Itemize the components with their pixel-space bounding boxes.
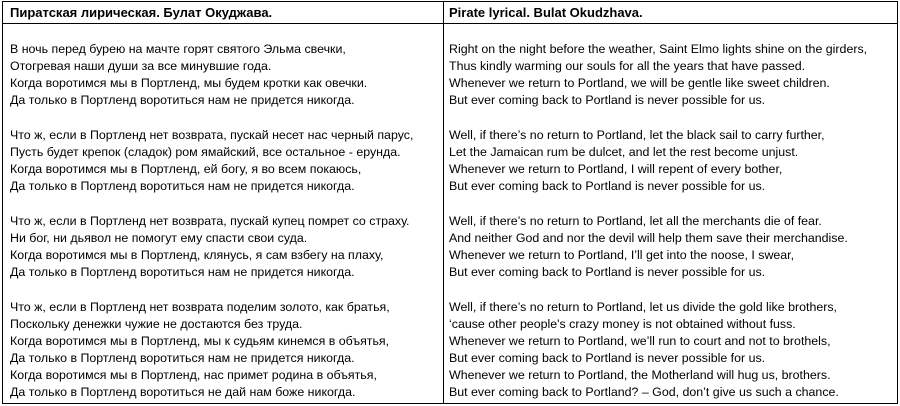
- russian-line: Да только в Портленд воротиться нам не придется никогда.: [10, 265, 355, 279]
- english-line: Let the Jamaican rum be dulcet, and let the rest become unjust.: [449, 145, 799, 159]
- russian-line: Когда воротимся мы в Портленд, мы будем кротки как овечки.: [10, 76, 368, 90]
- translation-table: [2, 1, 898, 404]
- russian-line: Отогревая наши души за все минувшие года.: [10, 59, 272, 73]
- russian-line: Да только в Портленд воротиться нам не придется никогда.: [10, 351, 355, 365]
- russian-line: Когда воротимся мы в Портленд, нас примет родина в объятья,: [10, 368, 377, 382]
- english-line: But ever coming back to Portland is never possible for us.: [449, 179, 766, 193]
- russian-line: Когда воротимся мы в Портленд, клянусь, я сам взбегу на плаху,: [10, 248, 384, 262]
- russian-line: Когда воротимся мы в Портленд, мы к судьям кинемся в объятья,: [10, 334, 390, 348]
- russian-line: Пусть будет крепок (сладок) ром ямайский, все остальное - ерунда.: [10, 145, 401, 159]
- english-title: Pirate lyrical. Bulat Okudzhava.: [449, 5, 643, 20]
- russian-line: Что ж, если в Портленд нет возврата поделим золото, как братья,: [10, 300, 390, 314]
- english-line: Well, if there’s no return to Portland, let the black sail to carry further,: [449, 128, 825, 142]
- russian-line: Ни бог, ни дьявол не помогут ему спасти свои суда.: [10, 231, 308, 245]
- russian-line: Да только в Портленд воротиться нам не придется никогда.: [10, 179, 355, 193]
- english-line: But ever coming back to Portland is never possible for us.: [449, 265, 766, 279]
- english-line: And neither God and nor the devil will help them save their merchandise.: [449, 231, 848, 245]
- english-line: Right on the night before the weather, Saint Elmo lights shine on the girders,: [449, 42, 868, 56]
- english-line: Well, if there’s no return to Portland, let all the merchants die of fear.: [449, 214, 822, 228]
- english-line: Thus kindly warming our souls for all the years that have passed.: [449, 59, 806, 73]
- russian-line: Поскольку денежки чужие не достаются без труда.: [10, 317, 303, 331]
- russian-line: Когда воротимся мы в Портленд, ей богу, я во всем покаюсь,: [10, 162, 362, 176]
- russian-column: [3, 2, 444, 403]
- english-line: Whenever we return to Portland, the Motherland will hug us, brothers.: [449, 368, 831, 382]
- russian-line: Что ж, если в Портленд нет возврата, пускай купец помрет со страху.: [10, 214, 410, 228]
- english-line: But ever coming back to Portland? – God, don’t give us such a chance.: [449, 385, 839, 399]
- english-line: But ever coming back to Portland is never possible for us.: [449, 351, 766, 365]
- english-line: Whenever we return to Portland, I will repent of every bother,: [449, 162, 783, 176]
- russian-line: Да только в Портленд воротиться не дай нам боже никогда.: [10, 385, 356, 399]
- russian-line: Да только в Портленд воротиться нам не придется никогда.: [10, 93, 355, 107]
- english-line: Whenever we return to Portland, I’ll get into the noose, I swear,: [449, 248, 795, 262]
- english-line: Well, if there’s no return to Portland, let us divide the gold like brothers,: [449, 300, 837, 314]
- header-divider: [3, 23, 443, 24]
- english-line: Whenever we return to Portland, we will be gentle like sweet children.: [449, 76, 830, 90]
- english-column: [444, 2, 897, 403]
- english-line: ‘cause other people's crazy money is not obtained without fuss.: [449, 317, 796, 331]
- russian-line: Что ж, если в Портленд нет возврата, пускай несет нас черный парус,: [10, 128, 414, 142]
- header-divider: [444, 23, 897, 24]
- russian-line: В ночь перед бурею на мачте горят святого Эльма свечки,: [10, 42, 346, 56]
- russian-title: Пиратская лирическая. Булат Окуджава.: [10, 5, 273, 20]
- english-line: Whenever we return to Portland, we’ll run to court and not to brothels,: [449, 334, 831, 348]
- english-line: But ever coming back to Portland is never possible for us.: [449, 93, 766, 107]
